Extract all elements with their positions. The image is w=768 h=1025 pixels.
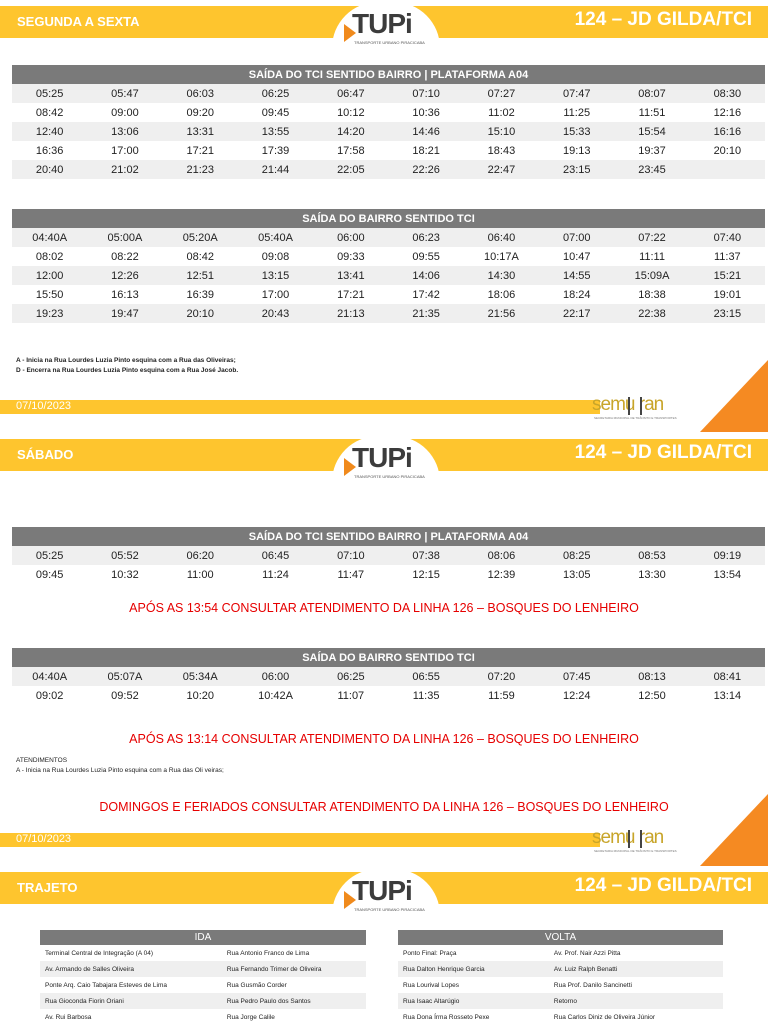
table-cell: 15:09A <box>614 266 689 285</box>
table-cell: Rua Dona Írma Rosseto Pexe <box>403 1013 490 1021</box>
table-cell: Rua Lourival Lopes <box>403 981 460 989</box>
table-cell: 17:00 <box>87 141 162 160</box>
table-row <box>12 285 765 304</box>
table-cell: 05:00A <box>87 228 162 247</box>
table-cell: 17:42 <box>388 285 463 304</box>
table-cell: 05:20A <box>163 228 238 247</box>
table-cell: 20:10 <box>163 304 238 323</box>
sunday-notice: DOMINGOS E FERIADOS CONSULTAR ATENDIMENTO DA LINHA 126 – BOSQUES DO LENHEIRO <box>99 800 669 814</box>
table-cell: 05:47 <box>87 84 162 103</box>
table-cell: 10:36 <box>388 103 463 122</box>
table-cell: Rua Fernando Trimer de Oliveira <box>222 961 366 977</box>
table-row <box>40 945 366 961</box>
table-cell: 14:20 <box>313 122 388 141</box>
table-cell: 11:37 <box>690 247 765 266</box>
table-cell: 09:02 <box>12 686 87 705</box>
table-cell: 06:20 <box>163 546 238 565</box>
tupi-logo: TUPi TRANSPORTE URBANO PIRACICABA <box>344 2 428 48</box>
table-cell: 07:45 <box>539 667 614 686</box>
table-cell: 13:14 <box>690 686 765 705</box>
line-title: 124 – JD GILDA/TCI <box>574 875 752 896</box>
note: A - Inicia na Rua Lourdes Luzia Pinto esquina com a Rua das Oli veiras; <box>16 767 224 774</box>
table-cell: 22:05 <box>313 160 388 179</box>
table-cell: 10:47 <box>539 247 614 266</box>
table-cell: 18:38 <box>614 285 689 304</box>
table-cell: 23:15 <box>690 304 765 323</box>
table-cell: 07:27 <box>464 84 539 103</box>
table-cell: 09:19 <box>690 546 765 565</box>
table-cell: Rua Carlos Diniz de Oliveira Júnior <box>553 1013 656 1021</box>
table-cell: 06:45 <box>238 546 313 565</box>
notice-text: APÓS AS 13:14 CONSULTAR ATENDIMENTO DA LINHA 126 – BOSQUES DO LENHEIRO <box>129 732 639 746</box>
date-label: 07/10/2023 <box>16 400 72 412</box>
table-cell: 08:07 <box>614 84 689 103</box>
table-cell: 21:56 <box>464 304 539 323</box>
table-title: SAÍDA DO BAIRRO SENTIDO TCI <box>12 648 765 667</box>
table-cell: 11:35 <box>388 686 463 705</box>
table-cell: 21:23 <box>163 160 238 179</box>
table-cell: 18:21 <box>388 141 463 160</box>
table-cell: 11:24 <box>238 565 313 584</box>
table-cell: 16:16 <box>690 122 765 141</box>
table-cell: 15:54 <box>614 122 689 141</box>
table-title: SAÍDA DO BAIRRO SENTIDO TCI <box>12 209 765 228</box>
table-cell: 15:50 <box>12 285 87 304</box>
table-cell: 06:40 <box>464 228 539 247</box>
table-cell: 09:52 <box>87 686 162 705</box>
table-row <box>12 228 765 247</box>
footer-bar <box>0 833 600 847</box>
table-cell: 04:40A <box>12 228 87 247</box>
table-cell: 14:06 <box>388 266 463 285</box>
table-cell: 08:42 <box>12 103 87 122</box>
table-cell: 07:10 <box>388 84 463 103</box>
table-row <box>12 141 765 160</box>
table-cell: 10:42A <box>238 686 313 705</box>
table-cell: 13:31 <box>163 122 238 141</box>
table-row <box>40 993 366 1009</box>
table-cell: 08:22 <box>87 247 162 266</box>
table-cell: Av. Prof. Nair Azzi Pitta <box>553 949 621 957</box>
table-cell: 19:23 <box>12 304 87 323</box>
table-cell: 13:54 <box>690 565 765 584</box>
table-cell: 05:52 <box>87 546 162 565</box>
table-cell: 10:17A <box>464 247 539 266</box>
table-cell <box>690 160 765 179</box>
table-row <box>12 84 765 103</box>
table-row <box>398 1009 723 1025</box>
note: A - Inicia na Rua Lourdes Luzia Pinto esquina com a Rua das Oliveiras; <box>16 357 236 364</box>
table-cell: Av. Luiz Ralph Benatti <box>549 961 723 977</box>
table-cell: 07:47 <box>539 84 614 103</box>
table-cell: 05:25 <box>12 546 87 565</box>
table-cell: 11:02 <box>464 103 539 122</box>
table-cell: 06:00 <box>238 667 313 686</box>
day-label: TRAJETO <box>17 880 78 895</box>
table-cell: 14:46 <box>388 122 463 141</box>
table-row <box>12 160 765 179</box>
table-cell: Rua Isaac Altarúgio <box>398 993 549 1009</box>
table-cell: 13:55 <box>238 122 313 141</box>
table-cell: 16:36 <box>12 141 87 160</box>
table-cell: 10:20 <box>163 686 238 705</box>
table-cell: 15:10 <box>464 122 539 141</box>
saturday-inbound-table <box>12 648 765 705</box>
note: D - Encerra na Rua Lourdes Luzia Pinto esquina com a Rua José Jacob. <box>16 367 239 374</box>
table-cell: 15:33 <box>539 122 614 141</box>
table-cell: 23:45 <box>614 160 689 179</box>
table-cell: 04:40A <box>12 667 87 686</box>
table-row <box>12 667 765 686</box>
table-cell: 09:45 <box>238 103 313 122</box>
table-cell: 07:38 <box>388 546 463 565</box>
table-cell: 14:30 <box>464 266 539 285</box>
tupi-logo: TUPi TRANSPORTE URBANO PIRACICABA <box>344 436 428 482</box>
table-cell: 12:00 <box>12 266 87 285</box>
notice-text: APÓS AS 13:54 CONSULTAR ATENDIMENTO DA LINHA 126 – BOSQUES DO LENHEIRO <box>129 601 639 615</box>
table-row <box>398 961 723 977</box>
day-label: SEGUNDA A SEXTA <box>17 14 140 29</box>
table-cell: 23:15 <box>539 160 614 179</box>
table-cell: 09:45 <box>12 565 87 584</box>
table-cell: 15:21 <box>690 266 765 285</box>
table-cell: Ponto Final: Praça <box>403 949 457 957</box>
table-cell: 17:39 <box>238 141 313 160</box>
table-cell: 22:47 <box>464 160 539 179</box>
table-cell: 10:12 <box>313 103 388 122</box>
weekday-notes <box>16 356 238 376</box>
table-cell: 12:50 <box>614 686 689 705</box>
table-cell: Av. Rui Barbosa <box>45 1013 92 1021</box>
table-title: VOLTA <box>398 930 723 945</box>
table-cell: 17:21 <box>163 141 238 160</box>
table-row <box>12 546 765 565</box>
table-cell: 09:00 <box>87 103 162 122</box>
table-row <box>398 993 723 1009</box>
table-cell: 12:24 <box>539 686 614 705</box>
table-cell: 12:16 <box>690 103 765 122</box>
table-cell: 08:42 <box>163 247 238 266</box>
line-title: 124 – JD GILDA/TCI <box>574 9 752 30</box>
table-cell: 11:00 <box>163 565 238 584</box>
table-cell: 22:26 <box>388 160 463 179</box>
corner-decoration <box>700 794 768 866</box>
table-cell: 06:00 <box>313 228 388 247</box>
table-cell: 16:39 <box>163 285 238 304</box>
table-cell: 13:15 <box>238 266 313 285</box>
table-row <box>12 247 765 266</box>
table-cell: 06:23 <box>388 228 463 247</box>
table-cell: 13:06 <box>87 122 162 141</box>
table-cell: 18:43 <box>464 141 539 160</box>
table-cell: 21:44 <box>238 160 313 179</box>
table-cell: 16:13 <box>87 285 162 304</box>
route-volta-table <box>398 930 723 1025</box>
table-cell: 13:05 <box>539 565 614 584</box>
table-cell: 13:30 <box>614 565 689 584</box>
table-cell: Rua Jorge Calile <box>226 1013 275 1021</box>
weekday-inbound-table <box>12 209 765 323</box>
table-cell: 11:47 <box>313 565 388 584</box>
table-row <box>12 565 765 584</box>
table-cell: 12:51 <box>163 266 238 285</box>
table-cell: 08:25 <box>539 546 614 565</box>
corner-decoration <box>700 360 768 432</box>
table-cell: Rua Dalton Henrique Garcia <box>398 961 549 977</box>
table-row <box>398 977 723 993</box>
date-label: 07/10/2023 <box>16 833 72 845</box>
table-cell: 10:32 <box>87 565 162 584</box>
table-cell: 18:24 <box>539 285 614 304</box>
route-ida-table <box>40 930 366 1025</box>
table-cell: Retorno <box>549 993 723 1009</box>
table-cell: 21:13 <box>313 304 388 323</box>
table-cell: 05:34A <box>163 667 238 686</box>
table-cell: 17:58 <box>313 141 388 160</box>
table-cell: 20:43 <box>238 304 313 323</box>
table-cell: 08:30 <box>690 84 765 103</box>
table-cell: 11:07 <box>313 686 388 705</box>
table-cell: 09:08 <box>238 247 313 266</box>
footer-bar <box>0 400 600 414</box>
table-cell: Terminal Central de Integração (A 04) <box>45 949 154 957</box>
table-cell: 07:00 <box>539 228 614 247</box>
table-cell: 07:10 <box>313 546 388 565</box>
table-row <box>40 961 366 977</box>
notes-title: ATENDIMENTOS <box>16 757 68 764</box>
table-cell: 08:53 <box>614 546 689 565</box>
table-cell: 05:40A <box>238 228 313 247</box>
table-row <box>398 945 723 961</box>
table-cell: 07:22 <box>614 228 689 247</box>
table-cell: 05:07A <box>87 667 162 686</box>
table-cell: 17:00 <box>238 285 313 304</box>
table-cell: 06:03 <box>163 84 238 103</box>
table-row <box>40 977 366 993</box>
table-cell: 19:13 <box>539 141 614 160</box>
table-cell: 13:41 <box>313 266 388 285</box>
table-cell: 09:33 <box>313 247 388 266</box>
table-cell: 07:20 <box>464 667 539 686</box>
table-cell: 06:47 <box>313 84 388 103</box>
table-cell: 05:25 <box>12 84 87 103</box>
table-cell: 20:40 <box>12 160 87 179</box>
table-cell: 18:06 <box>464 285 539 304</box>
table-cell: 06:25 <box>238 84 313 103</box>
table-cell: 08:02 <box>12 247 87 266</box>
table-cell: 08:41 <box>690 667 765 686</box>
table-cell: 22:38 <box>614 304 689 323</box>
table-cell: 12:15 <box>388 565 463 584</box>
table-title: SAÍDA DO TCI SENTIDO BAIRRO | PLATAFORMA A04 <box>12 527 765 546</box>
table-cell: 07:40 <box>690 228 765 247</box>
table-row <box>12 304 765 323</box>
table-cell: 11:25 <box>539 103 614 122</box>
table-row <box>12 266 765 285</box>
table-cell: 11:11 <box>614 247 689 266</box>
table-cell: 12:26 <box>87 266 162 285</box>
table-cell: 08:06 <box>464 546 539 565</box>
table-cell: 17:21 <box>313 285 388 304</box>
table-row <box>12 122 765 141</box>
table-cell: Rua Prof. Danilo Sancinetti <box>553 981 632 989</box>
table-cell: Ponte Arq. Caio Tabajara Esteves de Lima <box>45 981 168 989</box>
table-cell: 12:40 <box>12 122 87 141</box>
table-title: SAÍDA DO TCI SENTIDO BAIRRO | PLATAFORMA A04 <box>12 65 765 84</box>
table-cell: 09:20 <box>163 103 238 122</box>
saturday-notes <box>16 756 224 776</box>
table-row <box>40 1009 366 1025</box>
weekday-outbound-table <box>12 65 765 179</box>
table-cell: 21:02 <box>87 160 162 179</box>
table-cell: 11:59 <box>464 686 539 705</box>
table-cell: Rua Antonio Franco de Lima <box>226 949 310 957</box>
table-cell: 06:55 <box>388 667 463 686</box>
table-cell: 14:55 <box>539 266 614 285</box>
table-title: IDA <box>40 930 366 945</box>
table-cell: 21:35 <box>388 304 463 323</box>
table-cell: Rua Pedro Paulo dos Santos <box>222 993 366 1009</box>
table-cell: 11:51 <box>614 103 689 122</box>
table-cell: 08:13 <box>614 667 689 686</box>
saturday-outbound-table <box>12 527 765 584</box>
line-title: 124 – JD GILDA/TCI <box>574 442 752 463</box>
table-cell: 19:37 <box>614 141 689 160</box>
table-cell: 20:10 <box>690 141 765 160</box>
table-cell: Av. Armando de Salles Oliveira <box>40 961 222 977</box>
table-cell: 09:55 <box>388 247 463 266</box>
table-cell: 22:17 <box>539 304 614 323</box>
table-cell: 19:47 <box>87 304 162 323</box>
table-cell: 19:01 <box>690 285 765 304</box>
day-label: SÁBADO <box>17 447 74 462</box>
table-row <box>12 686 765 705</box>
table-row <box>12 103 765 122</box>
table-cell: Rua Gusmão Corder <box>226 981 287 989</box>
table-cell: 06:25 <box>313 667 388 686</box>
tupi-logo: TUPi TRANSPORTE URBANO PIRACICABA <box>344 869 428 915</box>
table-cell: Rua Gioconda Fiorin Oriani <box>40 993 222 1009</box>
table-cell: 12:39 <box>464 565 539 584</box>
